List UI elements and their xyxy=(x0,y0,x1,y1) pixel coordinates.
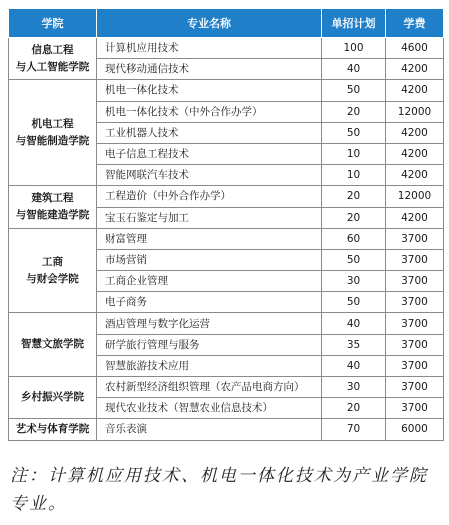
college-name-line: 艺术与体育学院 xyxy=(15,422,90,435)
table-body xyxy=(9,38,444,441)
college-cell xyxy=(9,377,97,419)
fee-cell: 4200 xyxy=(386,207,444,228)
fee-cell: 3700 xyxy=(386,313,444,334)
college-name-line: 与财会学院 xyxy=(26,272,79,285)
major-cell: 宝玉石鉴定与加工 xyxy=(97,207,322,228)
quota-cell: 20 xyxy=(322,186,386,207)
major-cell: 智慧旅游技术应用 xyxy=(97,355,322,376)
major-cell: 现代移动通信技术 xyxy=(97,59,322,80)
major-cell: 酒店管理与数字化运营 xyxy=(97,313,322,334)
college-cell xyxy=(9,228,97,313)
quota-cell: 100 xyxy=(322,38,386,59)
fee-cell: 4200 xyxy=(386,122,444,143)
major-cell: 农村新型经济组织管理（农产品电商方向） xyxy=(97,377,322,398)
table-row xyxy=(9,313,444,334)
fee-cell: 12000 xyxy=(386,101,444,122)
college-cell xyxy=(9,419,97,440)
column-header-fee: 学费 xyxy=(386,9,444,38)
college-name-line: 智慧文旅学院 xyxy=(21,338,84,351)
quota-cell: 35 xyxy=(322,334,386,355)
major-cell: 研学旅行管理与服务 xyxy=(97,334,322,355)
table-row xyxy=(9,377,444,398)
fee-cell: 4200 xyxy=(386,143,444,164)
major-cell: 电子商务 xyxy=(97,292,322,313)
quota-cell: 50 xyxy=(322,249,386,270)
college-cell xyxy=(9,186,97,228)
column-header-major: 专业名称 xyxy=(97,9,322,38)
fee-cell: 4200 xyxy=(386,59,444,80)
college-cell xyxy=(9,80,97,186)
quota-cell: 10 xyxy=(322,165,386,186)
fee-cell: 4600 xyxy=(386,38,444,59)
enrollment-plan-table xyxy=(8,8,444,441)
fee-cell: 3700 xyxy=(386,228,444,249)
major-cell: 工业机器人技术 xyxy=(97,122,322,143)
fee-cell: 3700 xyxy=(386,334,444,355)
quota-cell: 50 xyxy=(322,80,386,101)
quota-cell: 60 xyxy=(322,228,386,249)
footnote: 注：计算机应用技术、机电一体化技术为产业学院专业。 xyxy=(10,466,428,514)
fee-cell: 3700 xyxy=(386,292,444,313)
table-row xyxy=(9,419,444,440)
major-cell: 工商企业管理 xyxy=(97,271,322,292)
quota-cell: 20 xyxy=(322,207,386,228)
college-name-line: 与智能制造学院 xyxy=(15,134,90,147)
college-name-line: 机电工程 xyxy=(31,117,74,130)
college-name-line: 与人工智能学院 xyxy=(15,60,90,73)
college-cell xyxy=(9,313,97,377)
quota-cell: 40 xyxy=(322,59,386,80)
fee-cell: 3700 xyxy=(386,377,444,398)
college-name-line: 信息工程 xyxy=(31,43,74,56)
quota-cell: 30 xyxy=(322,271,386,292)
major-cell: 机电一体化技术 xyxy=(97,80,322,101)
quota-cell: 10 xyxy=(322,143,386,164)
table-row xyxy=(9,228,444,249)
college-name-line: 乡村振兴学院 xyxy=(21,391,84,404)
table-row xyxy=(9,38,444,59)
college-name-line: 与智能建造学院 xyxy=(15,209,90,221)
fee-cell: 4200 xyxy=(386,80,444,101)
fee-cell: 3700 xyxy=(386,398,444,419)
fee-cell: 12000 xyxy=(386,186,444,207)
fee-cell: 3700 xyxy=(386,249,444,270)
fee-cell: 6000 xyxy=(386,419,444,440)
major-cell: 现代农业技术（智慧农业信息技术） xyxy=(97,398,322,419)
major-cell: 机电一体化技术（中外合作办学） xyxy=(97,101,322,122)
fee-cell: 3700 xyxy=(386,355,444,376)
quota-cell: 50 xyxy=(322,292,386,313)
major-cell: 计算机应用技术 xyxy=(97,38,322,59)
major-cell: 电子信息工程技术 xyxy=(97,143,322,164)
college-name-line: 建筑工程 xyxy=(31,192,74,204)
major-cell: 智能网联汽车技术 xyxy=(97,165,322,186)
fee-cell: 3700 xyxy=(386,271,444,292)
table-row xyxy=(9,80,444,101)
major-cell: 市场营销 xyxy=(97,249,322,270)
table-row xyxy=(9,186,444,207)
fee-cell: 4200 xyxy=(386,165,444,186)
major-cell: 音乐表演 xyxy=(97,419,322,440)
quota-cell: 20 xyxy=(322,398,386,419)
quota-cell: 40 xyxy=(322,313,386,334)
major-cell: 工程造价（中外合作办学） xyxy=(97,186,322,207)
quota-cell: 70 xyxy=(322,419,386,440)
college-cell xyxy=(9,38,97,80)
quota-cell: 50 xyxy=(322,122,386,143)
quota-cell: 40 xyxy=(322,355,386,376)
quota-cell: 20 xyxy=(322,101,386,122)
column-header-quota: 单招计划 xyxy=(322,9,386,38)
column-header-college: 学院 xyxy=(9,9,97,38)
college-name-line: 工商 xyxy=(42,255,63,268)
table-header-row xyxy=(9,9,444,38)
major-cell: 财富管理 xyxy=(97,228,322,249)
quota-cell: 30 xyxy=(322,377,386,398)
